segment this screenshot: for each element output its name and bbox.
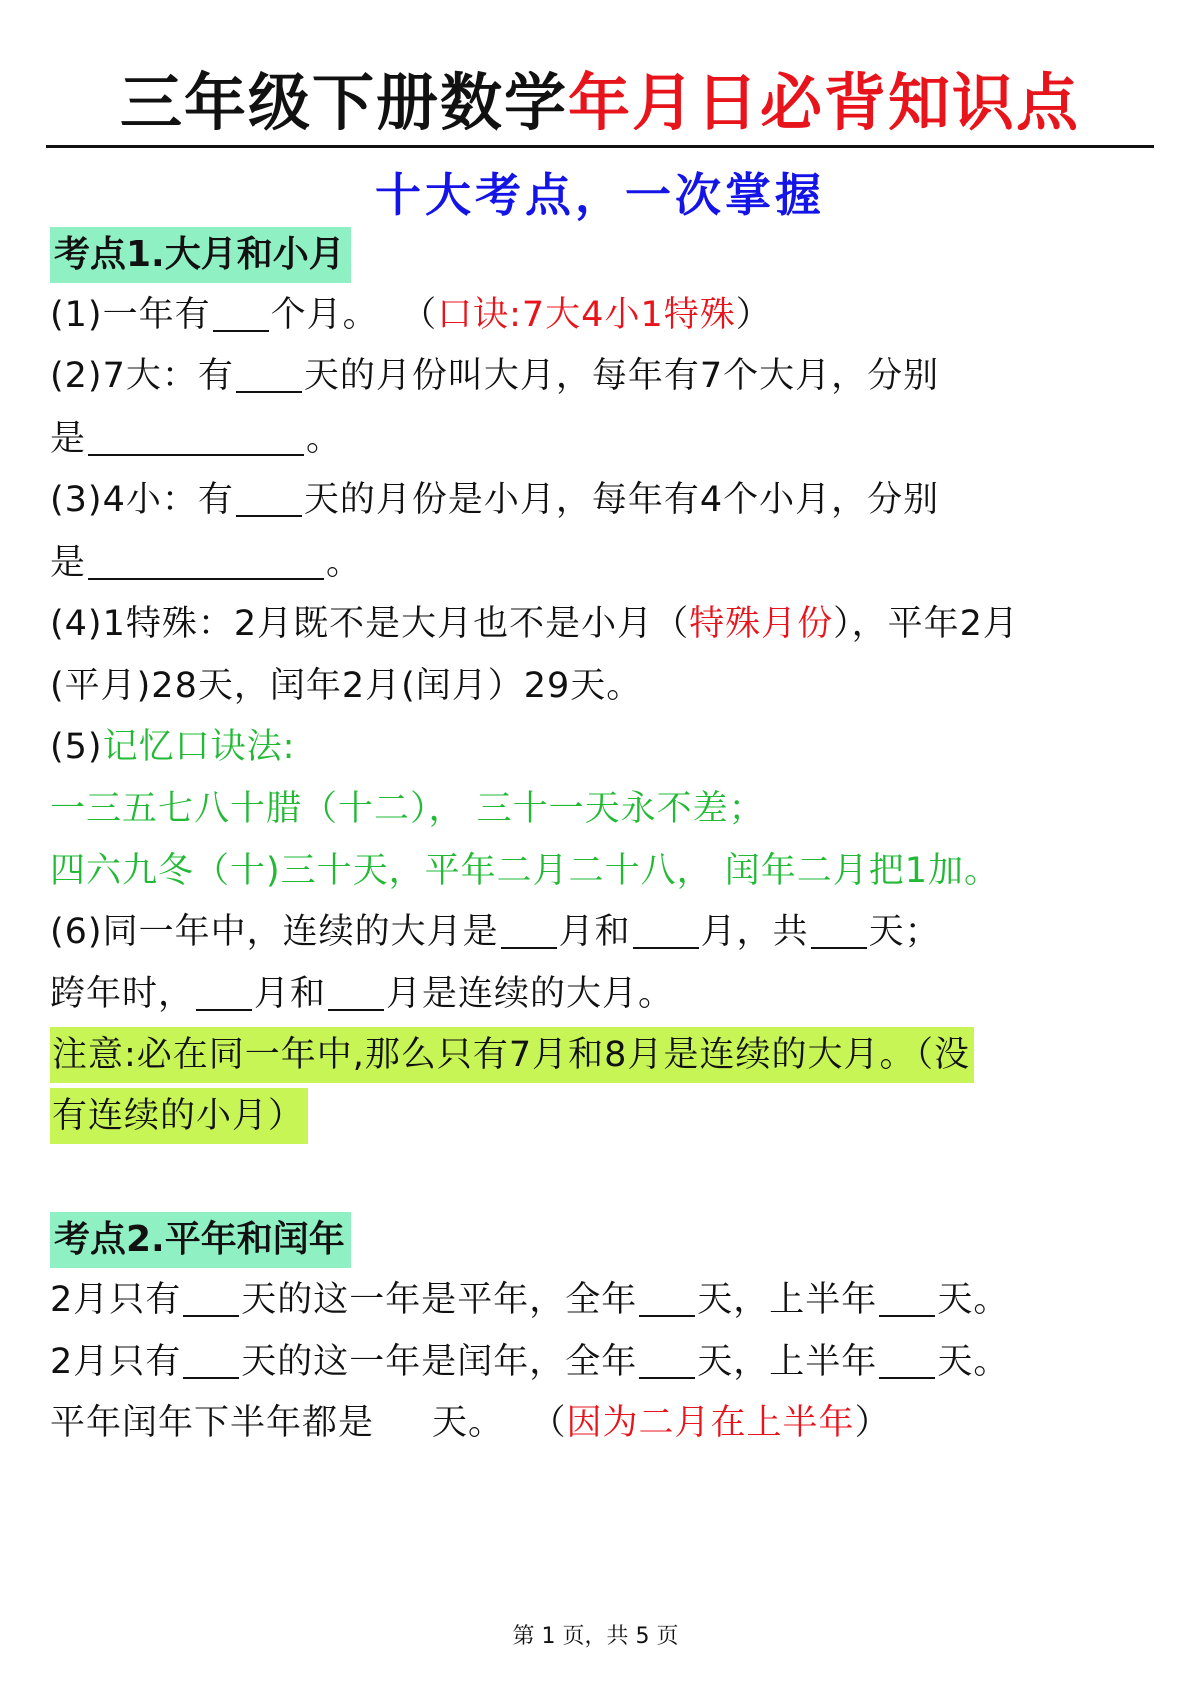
s2-l1-text: 2月只有 bbox=[50, 1280, 182, 1320]
q2-period: 。 bbox=[306, 419, 343, 459]
q3-period: 。 bbox=[326, 543, 363, 583]
s2-l3-paren-close: ） bbox=[854, 1403, 891, 1443]
q3-blank-days[interactable] bbox=[236, 481, 302, 517]
q5-rhyme-1: 一三五七八十腊（十二）， 三十一天永不差； bbox=[50, 789, 765, 829]
q6-blank-5[interactable] bbox=[328, 975, 384, 1011]
q3-line-2 bbox=[50, 537, 362, 589]
section1-heading: 考点1.大月和小月 bbox=[50, 227, 351, 283]
q6-text-g: 月是连续的大月。 bbox=[386, 974, 675, 1014]
s2-l1-text-b: 天的这一年是平年，全年 bbox=[241, 1280, 638, 1320]
page-footer: 第 1 页，共 5 页 bbox=[512, 1624, 679, 1649]
q2-line bbox=[50, 350, 939, 402]
s2-l1-blank-2[interactable] bbox=[639, 1281, 695, 1317]
q3-text-c: 是 bbox=[50, 543, 87, 583]
s2-l1-text-d: 天。 bbox=[937, 1280, 1010, 1320]
section2-heading: 考点2.平年和闰年 bbox=[50, 1212, 351, 1268]
s2-l2-blank-3[interactable] bbox=[879, 1343, 935, 1379]
q6-text-b: 月和 bbox=[558, 912, 631, 952]
q6-blank-1[interactable] bbox=[501, 913, 557, 949]
page-title bbox=[46, 62, 1154, 144]
s2-l2-text-b: 天的这一年是闰年，全年 bbox=[241, 1342, 638, 1382]
q5-text: (5) bbox=[50, 727, 103, 767]
q6-line-2 bbox=[50, 968, 674, 1020]
s2-l3-text-b: 天。 bbox=[432, 1403, 505, 1443]
s2-line-2 bbox=[50, 1336, 1009, 1388]
q4-special-month: 特殊月份 bbox=[689, 604, 834, 644]
section1-note-line-2: 有连续的小月） bbox=[50, 1088, 308, 1144]
q6-blank-3[interactable] bbox=[811, 913, 867, 949]
q1-mnemonic: 口诀:7大4小1特殊 bbox=[437, 295, 736, 335]
q2-text-b: 天的月份叫大月，每年有7个大月，分别 bbox=[303, 356, 940, 396]
q6-text-c: 月，共 bbox=[700, 912, 809, 952]
s2-l2-blank-2[interactable] bbox=[639, 1343, 695, 1379]
q4-line-2 bbox=[50, 660, 642, 712]
s2-l1-blank-3[interactable] bbox=[879, 1281, 935, 1317]
s2-line-1 bbox=[50, 1274, 1009, 1326]
s2-l3-text: 平年闰年下半年都是 bbox=[50, 1403, 375, 1443]
q6-line bbox=[50, 906, 941, 958]
q6-text-e: 跨年时， bbox=[50, 974, 195, 1014]
q1-paren-open: （ bbox=[418, 295, 438, 335]
q1-line bbox=[50, 289, 772, 341]
q6-text-f: 月和 bbox=[254, 974, 327, 1014]
q3-text: (3)4小：有 bbox=[50, 480, 234, 520]
section1-note-line-1: 注意:必在同一年中,那么只有7月和8月是连续的大月。（没 bbox=[50, 1027, 974, 1083]
q5-rhyme-2: 四六九冬（十)三十天，平年二月二十八， 闰年二月把1加。 bbox=[50, 851, 1001, 891]
s2-l2-text-d: 天。 bbox=[937, 1342, 1010, 1382]
title-red-part: 年月日必背知识点 bbox=[568, 66, 1081, 139]
q2-text-c: 是 bbox=[50, 419, 87, 459]
q4-line bbox=[50, 598, 1019, 650]
q6-text: (6)同一年中，连续的大月是 bbox=[50, 912, 499, 952]
s2-l2-text: 2月只有 bbox=[50, 1342, 182, 1382]
q3-blank-months[interactable] bbox=[88, 544, 324, 580]
s2-l3-paren-open: （ bbox=[548, 1403, 567, 1443]
q3-text-b: 天的月份是小月，每年有4个小月，分别 bbox=[303, 480, 940, 520]
title-divider bbox=[46, 145, 1154, 148]
page-subtitle: 十大考点，一次掌握 bbox=[375, 168, 825, 222]
s2-l3-reason: 因为二月在上半年 bbox=[566, 1403, 855, 1443]
q5-mnemonic-label: 记忆口诀法: bbox=[102, 727, 296, 767]
q3-line bbox=[50, 474, 939, 526]
s2-l2-blank-1[interactable] bbox=[183, 1343, 239, 1379]
title-black-part: 三年级下册数学 bbox=[119, 66, 568, 139]
s2-line-3 bbox=[50, 1397, 891, 1449]
q6-text-d: 天； bbox=[868, 912, 941, 952]
q2-blank-months[interactable] bbox=[88, 420, 304, 456]
s2-l2-text-c: 天，上半年 bbox=[697, 1342, 878, 1382]
q4-text-b: ），平年2月 bbox=[833, 604, 1019, 644]
q1-paren-close: ） bbox=[735, 295, 772, 335]
q6-blank-2[interactable] bbox=[633, 913, 699, 949]
q2-line-2 bbox=[50, 413, 342, 465]
s2-l1-blank-1[interactable] bbox=[183, 1281, 239, 1317]
q4-text-c: (平月)28天，闰年2月(闰月）29天。 bbox=[50, 666, 643, 706]
q1-text-b: 个月。 bbox=[270, 295, 379, 335]
q5-line bbox=[50, 721, 295, 773]
q2-text: (2)7大：有 bbox=[50, 356, 234, 396]
q6-blank-4[interactable] bbox=[196, 975, 252, 1011]
q1-blank[interactable] bbox=[213, 296, 269, 332]
q2-blank-days[interactable] bbox=[236, 357, 302, 393]
s2-l1-text-c: 天，上半年 bbox=[697, 1280, 878, 1320]
q1-text: (1)一年有 bbox=[50, 295, 211, 335]
q4-text: (4)1特殊：2月既不是大月也不是小月（ bbox=[50, 604, 690, 644]
